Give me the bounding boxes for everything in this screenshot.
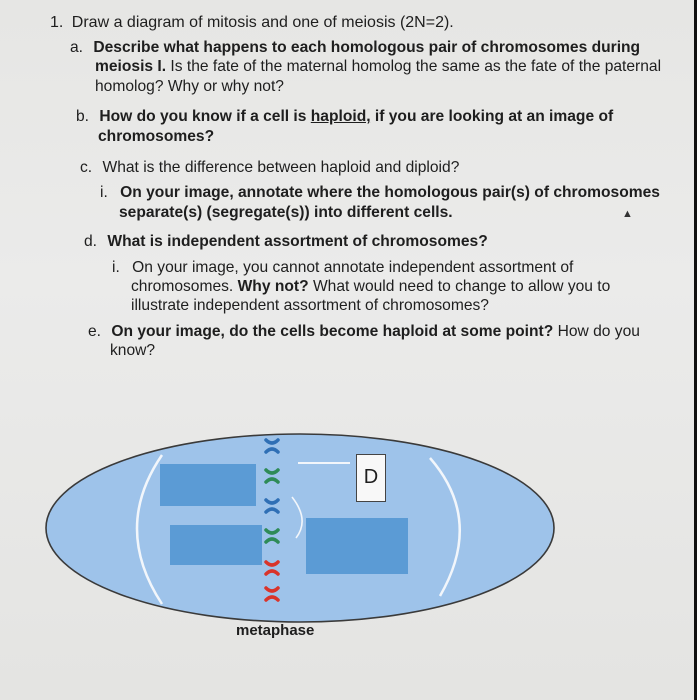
item-d-marker: d. — [84, 233, 98, 250]
item-d-i-line-3: illustrate independent assortment of chromosomes? — [131, 297, 489, 314]
item-d-i-pre: chromosomes. — [131, 278, 238, 295]
item-a-text-2: Is the fate of the maternal homolog the same as the fate of the paternal — [166, 58, 662, 75]
diagram-label-box: D — [356, 454, 386, 502]
item-e-bold: On your image, do the cells become haploid at some point? — [111, 323, 554, 340]
question-title: Draw a diagram of mitosis and one of meiosis (2N=2). — [71, 14, 454, 31]
item-e-marker: e. — [88, 323, 102, 340]
diagram-caption: metaphase — [236, 622, 315, 639]
item-d-i-bold: Why not? — [237, 278, 309, 295]
question-number: 1. — [50, 14, 64, 31]
item-e-line-2: know? — [110, 342, 156, 359]
item-b-haploid: haploid, — [310, 108, 371, 125]
item-d-i-text-1: On your image, you cannot annotate independent assortment of — [132, 259, 574, 276]
item-c-i-line-2: separate(s) (segregate(s)) into different cells. — [119, 204, 453, 221]
item-a-marker: a. — [70, 39, 84, 56]
item-b-pre: How do you know if a cell is — [99, 108, 311, 125]
item-a-text-1: Describe what happens to each homologous pair of chromosomes during — [93, 39, 641, 56]
item-b-line-2: chromosomes? — [98, 128, 215, 145]
item-e-post: How do you — [553, 323, 640, 340]
right-block — [306, 518, 408, 574]
item-c-marker: c. — [80, 159, 93, 176]
item-d-text: What is independent assortment of chromosomes? — [107, 233, 488, 250]
item-a-line-3: homolog? Why or why not? — [95, 78, 284, 95]
item-d-i-post: What would need to change to allow you to — [308, 278, 611, 295]
item-a-bold-term: meiosis I. — [95, 58, 167, 75]
item-c-i-marker: i. — [100, 184, 108, 201]
cursor-icon: ▲ — [622, 208, 633, 220]
left-block — [160, 464, 256, 506]
left-lower-block — [170, 525, 262, 565]
item-d-i-marker: i. — [112, 259, 120, 276]
item-b-post: if you are looking at an image of — [370, 108, 614, 125]
item-c-text: What is the difference between haploid and diploid? — [102, 159, 460, 176]
item-c-i-text-1: On your image, annotate where the homologous pair(s) of chromosomes — [120, 184, 660, 201]
item-b-marker: b. — [76, 108, 90, 125]
